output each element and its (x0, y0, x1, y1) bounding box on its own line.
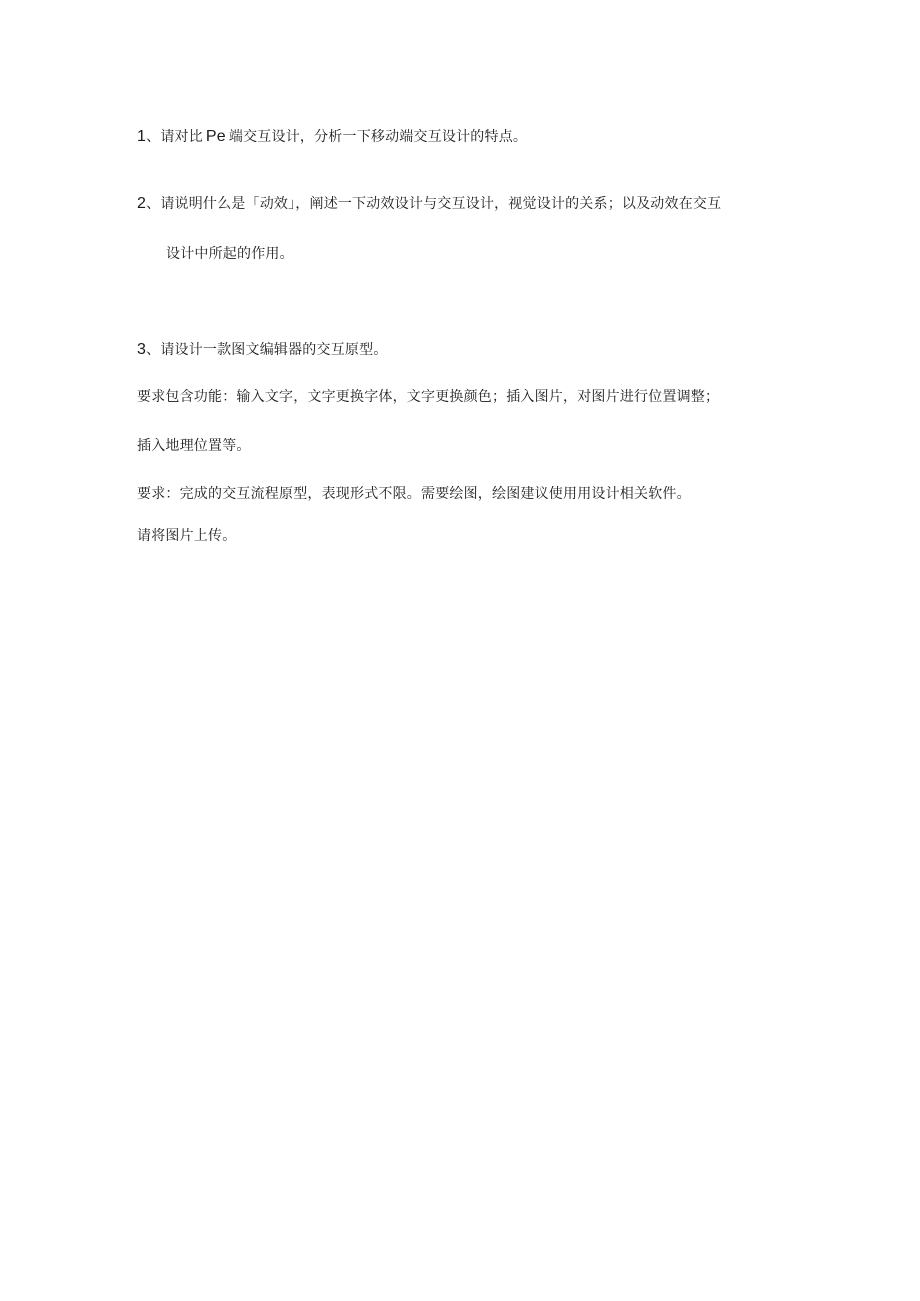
question-number: 1 (137, 128, 147, 145)
upload-instruction: 请将图片上传。 (137, 528, 237, 544)
question-text: 请说明什么是「动效」，阐述一下动效设计与交互设计，视觉设计的关系；以及动效在交互 (160, 196, 722, 212)
question-3-title (137, 340, 388, 360)
requirement-1-line-2: 插入地理位置等。 (137, 438, 251, 454)
requirement-1-line-1: 要求包含功能：输入文字，文字更换字体，文字更换颜色；插入图片，对图片进行位置调整； (137, 389, 720, 405)
requirement-2: 要求：完成的交互流程原型，表现形式不限。需要绘图，绘图建议使用用设计相关软件。 (137, 486, 691, 502)
question-number: 2 (137, 195, 147, 212)
question-1 (137, 127, 527, 147)
question-2-line-1 (137, 194, 721, 214)
question-latin-term: Pe (205, 128, 226, 145)
question-text-part: 请对比 (160, 129, 203, 145)
list-separator: 、 (146, 196, 161, 212)
question-text-part: 端交互设计，分析一下移动端交互设计的特点。 (228, 129, 528, 145)
question-2-line-2: 设计中所起的作用。 (166, 246, 294, 262)
list-separator: 、 (146, 342, 161, 358)
question-number: 3 (137, 341, 147, 358)
list-separator: 、 (146, 129, 161, 145)
question-text: 请设计一款图文编辑器的交互原型。 (160, 342, 388, 358)
